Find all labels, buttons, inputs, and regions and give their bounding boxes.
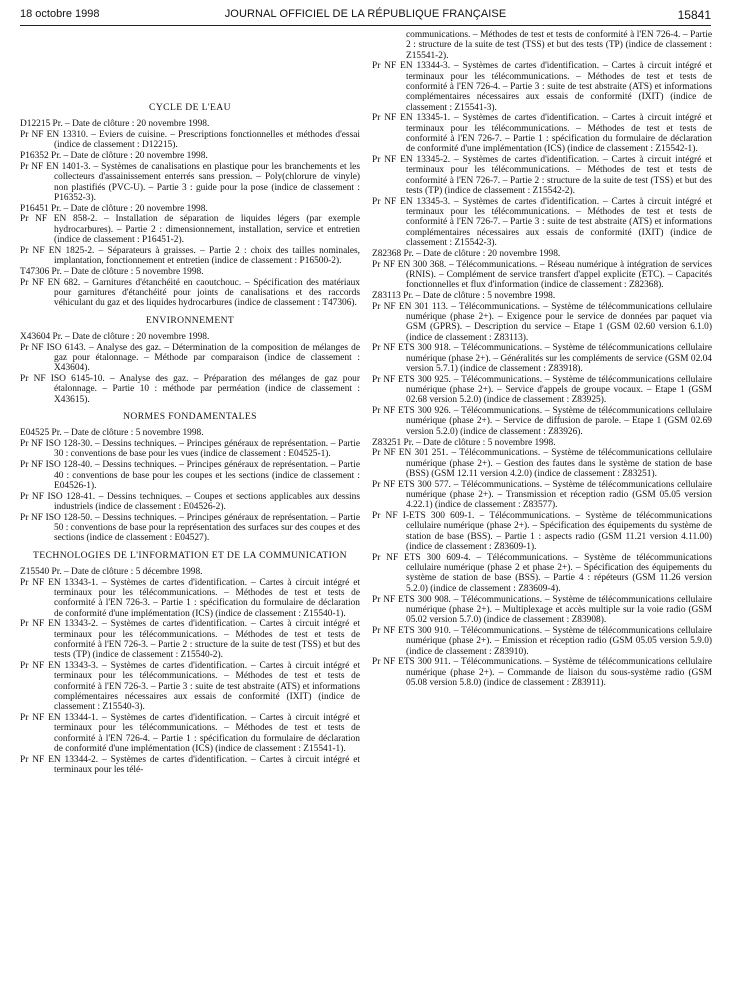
standard-entry: Pr NF ETS 300 609-4. – Télécommunications. – Système de télécommunications cellulaire numérique (phase 2 et phase 2+). – Spécification des équipements du système de station de base (BSS). – Partie 4 : répéteurs (GSM 11.26 version 5.2.0) (indice de classement : Z83609-4).	[372, 552, 712, 594]
standard-entry: Pr NF ISO 6145-10. – Analyse des gaz. – Préparation des mélanges de gaz pour étalonnage. – Partie 10 : méthode par perméation (indice de classement : X43615).	[20, 374, 360, 405]
section-title: NORMES FONDAMENTALES	[123, 411, 257, 423]
closure-date-line: Z83251 Pr. – Date de clôture : 5 novembre 1998.	[372, 437, 556, 448]
standard-entry: Pr NF EN 682. – Garnitures d'étanchéité en caoutchouc. – Spécification des matériaux pour garnitures d'étanchéité pour joints de canalisations et des raccords véhiculant du gaz et des liquides hydrocarbures (indice de classement : T47306).	[20, 277, 360, 309]
closure-date-line: T47306 Pr. – Date de clôture : 5 novembre 1998.	[20, 266, 204, 277]
closure-date-line: Z82368 Pr. – Date de clôture : 20 novembre 1998.	[372, 248, 561, 259]
header-date: 18 octobre 1998	[20, 8, 100, 20]
standard-entry-continued: communications. – Méthodes de test et tests de conformité à l'EN 726-4. – Partie 2 : structure de la suite de test (TSS) et but des tests (TP) (indice de classement : Z15541-2).	[406, 30, 712, 61]
closure-date-line: P16451 Pr. – Date de clôture : 20 novembre 1998.	[20, 203, 208, 214]
standard-entry: Pr NF EN 13343-1. – Systèmes de cartes d'identification. – Cartes à circuit intégré et terminaux pour les télécommunications. – Méthodes de test et tests de conformité à l'EN 726-3. – Partie 1 : spécification du formulaire de déclaration de conformité d'une implémentation (ICS) (indice de classement : Z15540-1).	[20, 577, 360, 619]
header-journal-title: JOURNAL OFFICIEL DE LA RÉPUBLIQUE FRANÇAISE	[224, 8, 507, 20]
standard-entry: Pr NF ISO 128-50. – Dessins techniques. – Principes généraux de représentation. – Partie 50 : conventions de base pour la représentation des surfaces sur des coupes et des sections (indice de classement : E04527).	[20, 512, 360, 544]
section-title: TECHNOLOGIES DE L'INFORMATION ET DE LA COMMUNICATION	[33, 549, 347, 561]
standard-entry: Pr NF ISO 128-30. – Dessins techniques. – Principes généraux de représentation. – Partie 30 : conventions de base pour les vues (indice de classement : E04525-1).	[20, 439, 360, 460]
section-title: ENVIRONNEMENT	[145, 314, 235, 326]
standard-entry: Pr NF EN 13343-3. – Systèmes de cartes d'identification. – Cartes à circuit intégré et terminaux pour les télécommunications. – Méthodes de test et tests de conformité à l'EN 726-3. – Partie 3 : suite de test abstraite (ATS) et informations complémentaires nécessaires aux essais de conformité (IXIT) (indice de classement : Z15540-3).	[20, 661, 360, 713]
page-header	[20, 8, 711, 26]
standard-entry: Pr NF EN 13344-2. – Systèmes de cartes d'identification. – Cartes à circuit intégré et terminaux pour les télé-	[20, 754, 360, 776]
right-column	[372, 30, 712, 689]
closure-date-line: E04525 Pr. – Date de clôture : 5 novembre 1998.	[20, 428, 204, 439]
standard-entry: Pr NF I-ETS 300 609-1. – Télécommunications. – Système de télécommunications cellulaire numérique (phase 2+). – Spécification des équipements du système de station de base (BSS). – Partie 1 : aspects radio (GSM 11.21 version 4.11.00) (indice de classement : Z83609-1).	[372, 511, 712, 553]
standard-entry: Pr NF EN 13345-1. – Systèmes de cartes d'identification. – Cartes à circuit intégré et terminaux pour les télécommunications. – Méthodes de test et tests de conformité à l'EN 726-7. – Partie 1 : spécification du formulaire de déclaration de conformité d'une implémentation (ICS) (indice de classement : Z15542-1).	[372, 113, 712, 155]
standard-entry: Pr NF EN 300 368. – Télécommunications. – Réseau numérique à intégration de services (RNIS). – Complément de service transfert d'appel explicite (ETC). – Capacités fonctionnelles et flux d'information (indice de classement : Z82368).	[372, 259, 712, 291]
standard-entry: Pr NF EN 1401-3. – Systèmes de canalisations en plastique pour les branchements et les collecteurs d'assainissement enterrés sans pression. – Poly(chlorure de vinyle) non plastifiés (PVC-U). – Partie 3 : guide pour la pose (indice de classement : P16352-3).	[20, 161, 360, 203]
standard-entry: Pr NF ETS 300 925. – Télécommunications. – Système de télécommunications cellulaire numérique (phase 2+). – Service d'appels de groupe vocaux. – Etape 1 (GSM 02.68 version 5.2.0) (indice de classement : Z83925).	[372, 374, 712, 406]
left-column	[20, 103, 360, 776]
closure-date-line: Z83113 Pr. – Date de clôture : 5 novembre 1998.	[372, 290, 556, 301]
standard-entry: Pr NF EN 13343-2. – Systèmes de cartes d'identification. – Cartes à circuit intégré et terminaux pour les télécommunications. – Méthodes de test et tests de conformité à l'EN 726-3. – Partie 2 : structure de la suite de test (TSS) et but des tests (TP) (indice de classement : Z15540-2).	[20, 619, 360, 661]
closure-date-line: D12215 Pr. – Date de clôture : 20 novembre 1998.	[20, 119, 210, 130]
standard-entry: Pr NF ETS 300 908. – Télécommunications. – Système de télécommunications cellulaire numérique (phase 2+). – Multiplexage et accès multiple sur la voie radio (GSM 05.02 version 5.7.0) (indice de classement : Z83908).	[372, 594, 712, 626]
standard-entry: Pr NF EN 13345-3. – Systèmes de cartes d'identification. – Cartes à circuit intégré et terminaux pour les télécommunications. – Méthodes de test et tests de conformité à l'EN 726-7. – Partie 3 : suite de test abstraite (ATS) et informations complémentaires nécessaires aux essais de conformité (IXIT) (indice de classement : Z15542-3).	[372, 196, 712, 248]
standard-entry: Pr NF ISO 128-41. – Dessins techniques. – Coupes et sections applicables aux dessins industriels (indice de classement : E04526-2).	[20, 491, 360, 512]
standard-entry: Pr NF EN 13344-3. – Systèmes de cartes d'identification. – Cartes à circuit intégré et terminaux pour les télécommunications. – Méthodes de test et tests de conformité à l'EN 726-4. – Partie 3 : suite de test abstraite (ATS) et informations complémentaires nécessaires aux essais de conformité (IXIT) (indice de classement : Z15541-3).	[372, 61, 712, 113]
standard-entry: Pr NF ETS 300 911. – Télécommunications. – Système de télécommunications cellulaire numérique (phase 2+). – Commande de liaison du sous-système radio (GSM 05.08 version 5.8.0) (indice de classement : Z83911).	[372, 657, 712, 688]
standard-entry: Pr NF ETS 300 918. – Télécommunications. – Système de télécommunications cellulaire numérique (phase 2+). – Généralités sur les compléments de service (GSM 02.04 version 5.7.1) (indice de classement : Z83918).	[372, 343, 712, 374]
standard-entry: Pr NF EN 13345-2. – Systèmes de cartes d'identification. – Cartes à circuit intégré et terminaux pour les télécommunications. – Méthodes de test et tests de conformité à l'EN 726-7. – Partie 2 : structure de la suite de test (TSS) et but des tests (TP) (indice de classement : Z15542-2).	[372, 155, 712, 196]
standard-entry: Pr NF EN 13344-1. – Systèmes de cartes d'identification. – Cartes à circuit intégré et terminaux pour les télécommunications. – Méthodes de test et tests de conformité à l'EN 726-4. – Partie 1 : spécification du formulaire de déclaration de conformité d'une implémentation (ICS) (indice de classement : Z15541-1).	[20, 713, 360, 754]
standard-entry: Pr NF EN 301 113. – Télécommunications. – Système de télécommunications cellulaire numérique (phase 2+). – Exigence pour le service de données par paquet via GSM (GPRS). – Description du service – Etape 1 (GSM 02.60 version 6.1.0) (indice de classement : Z83113).	[372, 301, 712, 343]
closure-date-line: Z15540 Pr. – Date de clôture : 5 décembre 1998.	[20, 566, 203, 577]
standard-entry: Pr NF ISO 6143. – Analyse des gaz. – Détermination de la composition de mélanges de gaz pour étalonnage. – Méthode par comparaison (indice de classement : X43604).	[20, 342, 360, 374]
standard-entry: Pr NF EN 301 251. – Télécommunications. – Système de télécommunications cellulaire numérique (phase 2+). – Gestion des fautes dans le système de station de base (BSS) (GSM 12.11 version 4.2.0) (indice de classement : Z83251).	[372, 448, 712, 479]
closure-date-line: P16352 Pr. – Date de clôture : 20 novembre 1998.	[20, 151, 208, 162]
section-title: CYCLE DE L'EAU	[149, 102, 231, 113]
closure-date-line: X43604 Pr. – Date de clôture : 20 novembre 1998.	[20, 331, 210, 342]
header-rule	[20, 25, 711, 26]
standard-entry: Pr NF EN 1825-2. – Séparateurs à graisses. – Partie 2 : choix des tailles nominales, implantation, fonctionnement et entretien (indice de classement : P16500-2).	[20, 245, 360, 267]
standard-entry: Pr NF ETS 300 577. – Télécommunications. – Système de télécommunications cellulaire numérique (phase 2+). – Transmission et réception radio (GSM 05.05 version 4.22.1) (indice de classement : Z83577).	[372, 479, 712, 511]
standard-entry: Pr NF ETS 300 910. – Télécommunications. – Système de télécommunications cellulaire numérique (phase 2+). – Emission et réception radio (GSM 05.05 version 5.9.0) (indice de classement : Z83910).	[372, 625, 712, 657]
standard-entry: Pr NF ETS 300 926. – Télécommunications. – Système de télécommunications cellulaire numérique (phase 2+). – Service de diffusion de parole. – Etape 1 (GSM 02.69 version 5.2.0) (indice de classement : Z83926).	[372, 406, 712, 437]
standard-entry: Pr NF ISO 128-40. – Dessins techniques. – Principes généraux de représentation. – Partie 40 : conventions de base pour les coupes et les sections (indice de classement : E04526-1).	[20, 460, 360, 491]
header-page-number: 15841	[677, 8, 711, 22]
standard-entry: Pr NF EN 858-2. – Installation de séparation de liquides légers (par exemple hydrocarbures). – Partie 2 : dimensionnement, installation, service et entretien (indice de classement : P16451-2).	[20, 214, 360, 246]
standard-entry: Pr NF EN 13310. – Eviers de cuisine. – Prescriptions fonctionnelles et méthodes d'essai (indice de classement : D12215).	[20, 130, 360, 151]
